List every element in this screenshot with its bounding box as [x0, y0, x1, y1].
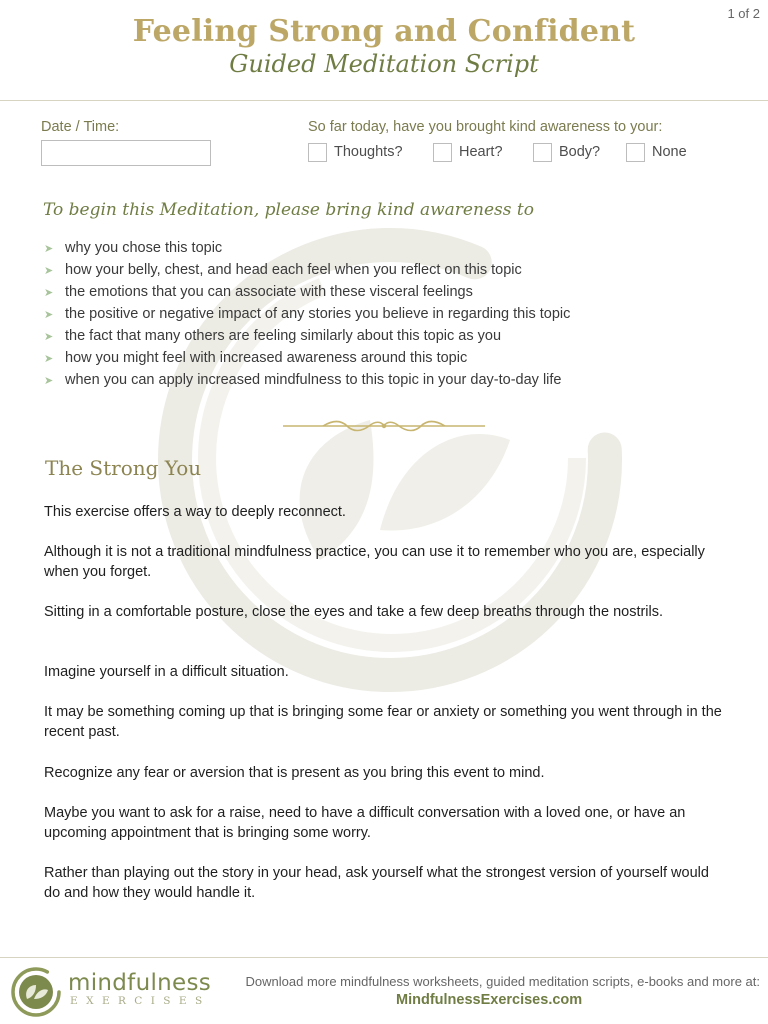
list-item: ➤ how your belly, chest, and head each feel when you reflect on this topic — [44, 260, 570, 282]
list-item: ➤ the fact that many others are feeling similarly about this topic as you — [44, 326, 570, 348]
page-title: Feeling Strong and Confident — [132, 14, 636, 49]
ornamental-divider-icon — [283, 418, 485, 434]
arrow-bullet-icon: ➤ — [44, 331, 54, 343]
list-item: ➤ when you can apply increased mindfulness to this topic in your day-to-day life — [44, 370, 570, 392]
paragraph: Rather than playing out the story in your head, ask yourself what the strongest version of yourself would do and how they would handle it. — [44, 865, 709, 901]
thoughts-label: Thoughts? — [334, 144, 403, 160]
none-checkbox[interactable] — [626, 143, 645, 162]
paragraph: Imagine yourself in a difficult situation. — [44, 664, 289, 680]
heart-checkbox[interactable] — [433, 143, 452, 162]
paragraph: Maybe you want to ask for a raise, need to have a difficult conversation with a loved one, or have an upcoming appointment that is bringing some worry. — [44, 805, 686, 841]
list-item: ➤ how you might feel with increased awareness around this topic — [44, 348, 570, 370]
paragraph: Although it is not a traditional mindfulness practice, you can use it to remember who you are, especially when you forget. — [44, 544, 705, 580]
none-label: None — [652, 144, 687, 160]
body-checkbox[interactable] — [533, 143, 552, 162]
paragraph: This exercise offers a way to deeply reconnect. — [44, 504, 346, 520]
thoughts-checkbox[interactable] — [308, 143, 327, 162]
list-item: ➤ the positive or negative impact of any stories you believe in regarding this topic — [44, 304, 570, 326]
enso-leaf-logo-icon — [10, 966, 62, 1018]
arrow-bullet-icon: ➤ — [44, 243, 54, 255]
website-link[interactable]: MindfulnessExercises.com — [396, 992, 583, 1008]
arrow-bullet-icon: ➤ — [44, 353, 54, 365]
list-item: ➤ why you chose this topic — [44, 238, 570, 260]
list-item: ➤ the emotions that you can associate with these visceral feelings — [44, 282, 570, 304]
footer-note: Download more mindfulness worksheets, guided meditation scripts, e-books and more at: — [245, 974, 760, 989]
awareness-list — [44, 238, 570, 392]
brand-subtitle: EXERCISES — [70, 995, 211, 1007]
arrow-bullet-icon: ➤ — [44, 265, 54, 277]
footer-divider — [0, 957, 768, 958]
arrow-bullet-icon: ➤ — [44, 375, 54, 387]
section-title: The Strong You — [45, 456, 202, 480]
arrow-bullet-icon: ➤ — [44, 309, 54, 321]
intro-heading: To begin this Meditation, please bring kind awareness to — [43, 200, 534, 220]
brand-name: mindfulness — [68, 970, 212, 996]
arrow-bullet-icon: ➤ — [44, 287, 54, 299]
paragraph: It may be something coming up that is bringing some fear or anxiety or something you went through in the recent past. — [44, 704, 722, 740]
paragraph: Sitting in a comfortable posture, close the eyes and take a few deep breaths through the nostrils. — [44, 604, 664, 620]
header-divider — [0, 100, 768, 101]
awareness-question: So far today, have you brought kind awareness to your: — [308, 119, 663, 135]
paragraph: Recognize any fear or aversion that is present as you bring this event to mind. — [44, 765, 545, 781]
page-subtitle: Guided Meditation Script — [229, 50, 539, 78]
page-indicator: 1 of 2 — [727, 6, 760, 21]
heart-label: Heart? — [459, 144, 503, 160]
body-label: Body? — [559, 144, 601, 160]
date-time-label: Date / Time: — [41, 119, 120, 135]
date-time-input[interactable] — [41, 140, 211, 166]
